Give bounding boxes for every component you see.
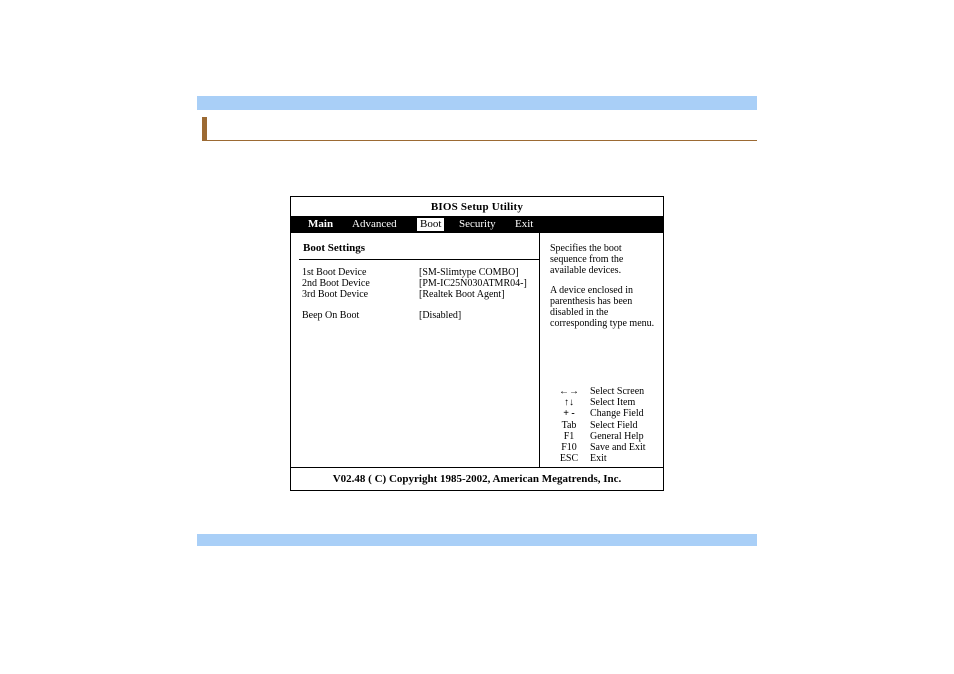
help-text-disabled: A device enclosed in parenthesis has been disabled in the corresponding type menu.	[550, 285, 655, 329]
key-row	[549, 453, 661, 464]
heading-divider	[299, 259, 539, 260]
key-description: Select Item	[590, 397, 636, 409]
key-row	[549, 408, 661, 419]
header-band	[197, 96, 757, 110]
key-row	[549, 397, 661, 408]
setting-label-1st-boot-device: 1st Boot Device	[302, 267, 367, 278]
f10-key: F10	[561, 441, 577, 453]
setting-label-2nd-boot-device: 2nd Boot Device	[302, 278, 370, 289]
bios-title: BIOS Setup Utility	[430, 201, 524, 213]
key-description: Exit	[590, 453, 607, 465]
key-legend	[549, 386, 661, 464]
setting-value-1st-boot-device[interactable]: [SM-Slimtype COMBO]	[419, 267, 519, 278]
section-rule	[207, 140, 757, 141]
key-description: General Help	[590, 430, 644, 442]
setting-value-3rd-boot-device[interactable]: [Realtek Boot Agent]	[419, 289, 505, 300]
tab-key: Tab	[561, 419, 577, 431]
left-right-arrows-icon: ←→	[559, 386, 579, 397]
key-row	[549, 386, 661, 397]
key-row	[549, 442, 661, 453]
esc-key: ESC	[559, 453, 579, 465]
copyright-footer: V02.48 ( C) Copyright 1985-2002, American Megatrends, Inc.	[291, 467, 663, 492]
section-marker	[202, 117, 207, 141]
tab-main[interactable]: Main	[308, 218, 334, 230]
key-description: Save and Exit	[590, 441, 646, 453]
section-heading: Boot Settings	[303, 242, 366, 254]
tab-security[interactable]: Security	[459, 218, 496, 230]
tab-boot[interactable]: Boot	[417, 218, 444, 231]
key-description: Select Screen	[590, 386, 645, 397]
setting-value-2nd-boot-device[interactable]: [PM-IC25N030ATMR04-]	[419, 278, 527, 289]
key-description: Select Field	[590, 419, 638, 431]
key-row	[549, 420, 661, 431]
tab-advanced[interactable]: Advanced	[352, 218, 397, 230]
help-panel	[550, 244, 660, 340]
bios-screen	[290, 196, 664, 491]
plus-minus-key: + -	[563, 408, 575, 420]
settings-pane	[291, 233, 540, 467]
key-row	[549, 431, 661, 442]
setting-label-3rd-boot-device: 3rd Boot Device	[302, 289, 369, 300]
key-description: Change Field	[590, 408, 644, 420]
help-text-sequence: Specifies the boot sequence from the available devices.	[550, 243, 624, 276]
setting-value-beep-on-boot[interactable]: [Disabled]	[419, 310, 462, 321]
f1-key: F1	[563, 430, 575, 442]
footer-band	[197, 534, 757, 546]
setting-label-beep-on-boot: Beep On Boot	[302, 310, 360, 321]
bios-menubar	[291, 216, 663, 233]
tab-exit[interactable]: Exit	[515, 218, 534, 230]
up-down-arrows-icon: ↑↓	[564, 397, 574, 409]
